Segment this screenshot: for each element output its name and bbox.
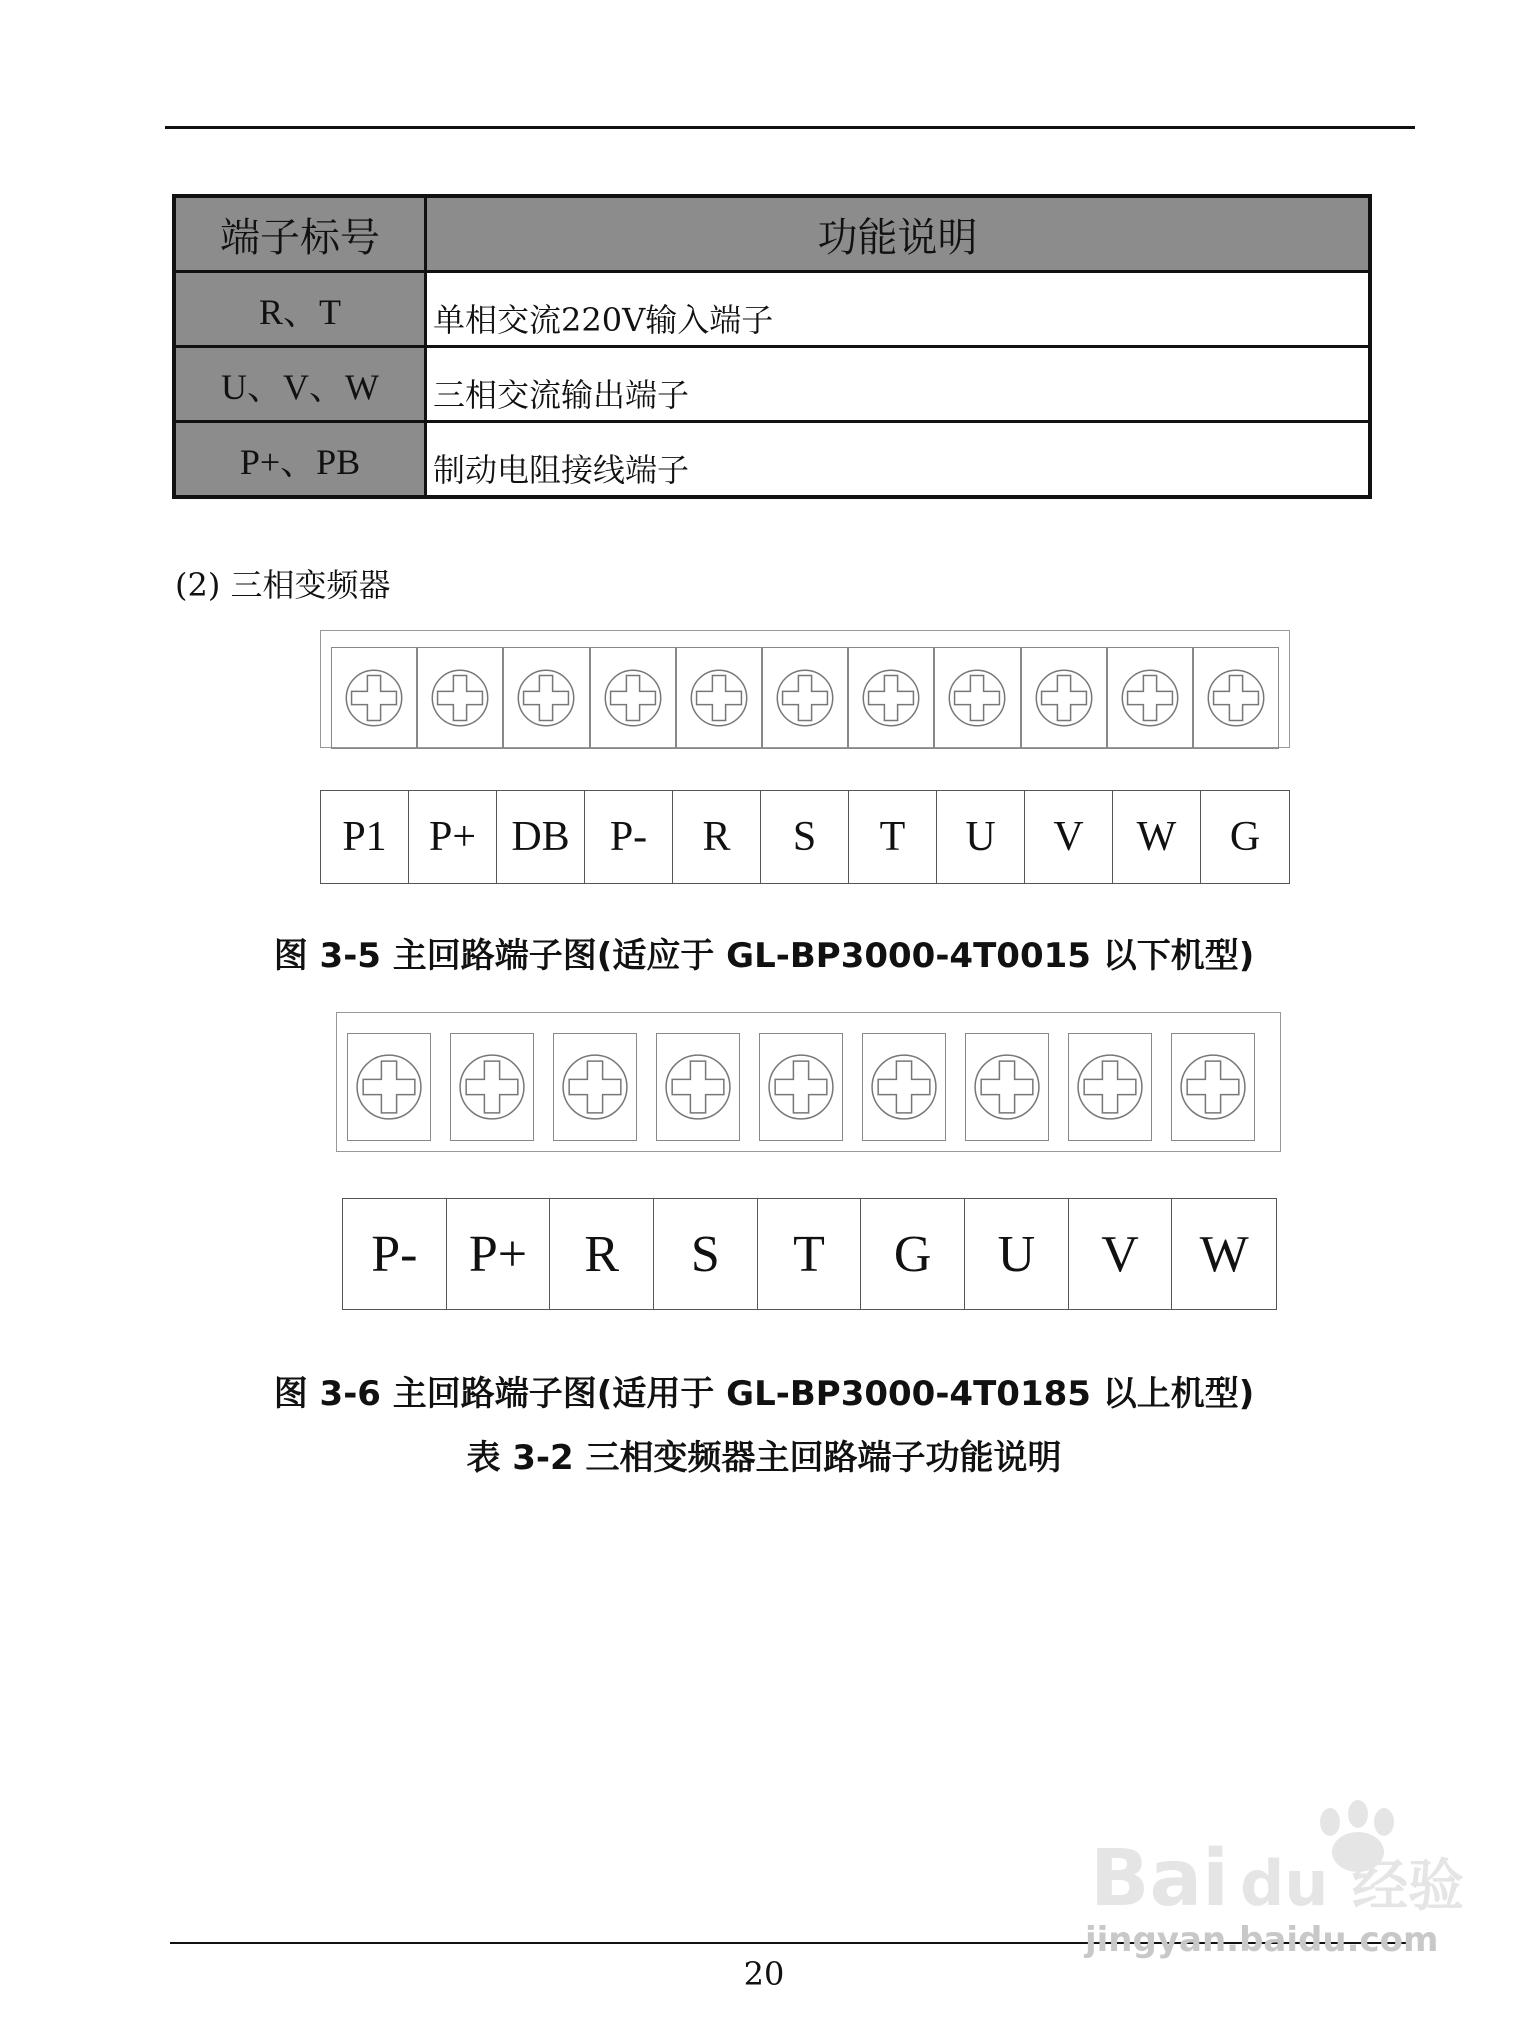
header-terminal-label: 端子标号 xyxy=(174,196,426,272)
table-header-row xyxy=(174,196,1370,272)
terminal-desc: 单相交流220V输入端子 xyxy=(426,272,1371,347)
terminal-function-table xyxy=(172,194,1372,499)
terminal-label-cell: G xyxy=(861,1199,965,1309)
terminal-label-cell: V xyxy=(1069,1199,1173,1309)
terminal-screw-icon xyxy=(862,1033,946,1141)
terminal-label-cell: DB xyxy=(497,791,585,883)
figure36-label-strip xyxy=(342,1198,1277,1310)
terminal-label-cell: U xyxy=(937,791,1025,883)
terminal-screw-icon xyxy=(1068,1033,1152,1141)
terminal-screw-icon xyxy=(1021,647,1107,749)
terminal-screw-icon xyxy=(656,1033,740,1141)
header-function-desc: 功能说明 xyxy=(426,196,1371,272)
terminal-screw-icon xyxy=(417,647,503,749)
terminal-screw-icon xyxy=(1171,1033,1255,1141)
terminal-screw-icon xyxy=(934,647,1020,749)
page-number: 20 xyxy=(743,1955,785,1993)
svg-text:Bai: Bai xyxy=(1090,1834,1229,1920)
terminal-label-cell: P1 xyxy=(321,791,409,883)
terminal-label-cell: S xyxy=(654,1199,758,1309)
terminal-desc: 三相交流输出端子 xyxy=(426,347,1371,422)
svg-text:du: du xyxy=(1240,1847,1329,1920)
svg-text:经验: 经验 xyxy=(1352,1854,1464,1919)
terminal-label-cell: V xyxy=(1025,791,1113,883)
figure35-caption: 图 3-5 主回路端子图(适应于 GL-BP3000-4T0015 以下机型) xyxy=(273,936,1255,976)
terminal-screw-icon xyxy=(848,647,934,749)
figure35-label-strip xyxy=(320,790,1290,884)
terminal-screw-icon xyxy=(590,647,676,749)
terminal-label-cell: R xyxy=(673,791,761,883)
terminal-screw-icon xyxy=(762,647,848,749)
terminal-label: R、T xyxy=(174,272,426,347)
terminal-screw-icon xyxy=(553,1033,637,1141)
figure35-screw-strip xyxy=(320,630,1290,748)
terminal-label-cell: P- xyxy=(343,1199,447,1309)
table-row xyxy=(174,422,1370,498)
terminal-screw-icon xyxy=(676,647,762,749)
watermark-url: jingyan.baidu.com xyxy=(1085,1920,1439,1960)
terminal-screw-icon xyxy=(331,647,417,749)
terminal-screw-icon xyxy=(1193,647,1279,749)
figure36-screw-strip xyxy=(336,1012,1281,1152)
section-heading: (2) 三相变频器 xyxy=(175,566,391,604)
terminal-label-cell: S xyxy=(761,791,849,883)
terminal-label-cell: P+ xyxy=(409,791,497,883)
terminal-screw-icon xyxy=(759,1033,843,1141)
terminal-label-cell: G xyxy=(1229,814,1261,860)
terminal-label: P+、PB xyxy=(174,422,426,498)
terminal-desc: 制动电阻接线端子 xyxy=(426,422,1371,498)
baidu-jingyan-logo xyxy=(1090,1800,1470,1920)
terminal-label-cell: T xyxy=(849,791,937,883)
figure36-caption: 图 3-6 主回路端子图(适用于 GL-BP3000-4T0185 以上机型) xyxy=(273,1374,1255,1414)
table-row xyxy=(174,272,1370,347)
terminal-label-cell: P- xyxy=(585,791,673,883)
table-row xyxy=(174,347,1370,422)
terminal-label: U、V、W xyxy=(174,347,426,422)
terminal-label-cell: R xyxy=(550,1199,654,1309)
terminal-screw-icon xyxy=(1107,647,1193,749)
terminal-screw-icon xyxy=(450,1033,534,1141)
terminal-label-cell: T xyxy=(758,1199,862,1309)
terminal-label-cell: W xyxy=(1113,791,1201,883)
terminal-label-cell: P+ xyxy=(447,1199,551,1309)
terminal-screw-icon xyxy=(347,1033,431,1141)
terminal-screw-icon xyxy=(965,1033,1049,1141)
terminal-screw-icon xyxy=(503,647,589,749)
table32-caption: 表 3-2 三相变频器主回路端子功能说明 xyxy=(466,1438,1062,1478)
terminal-label-cell: U xyxy=(965,1199,1069,1309)
header-rule xyxy=(165,126,1415,129)
terminal-label-cell: W xyxy=(1199,1225,1249,1283)
